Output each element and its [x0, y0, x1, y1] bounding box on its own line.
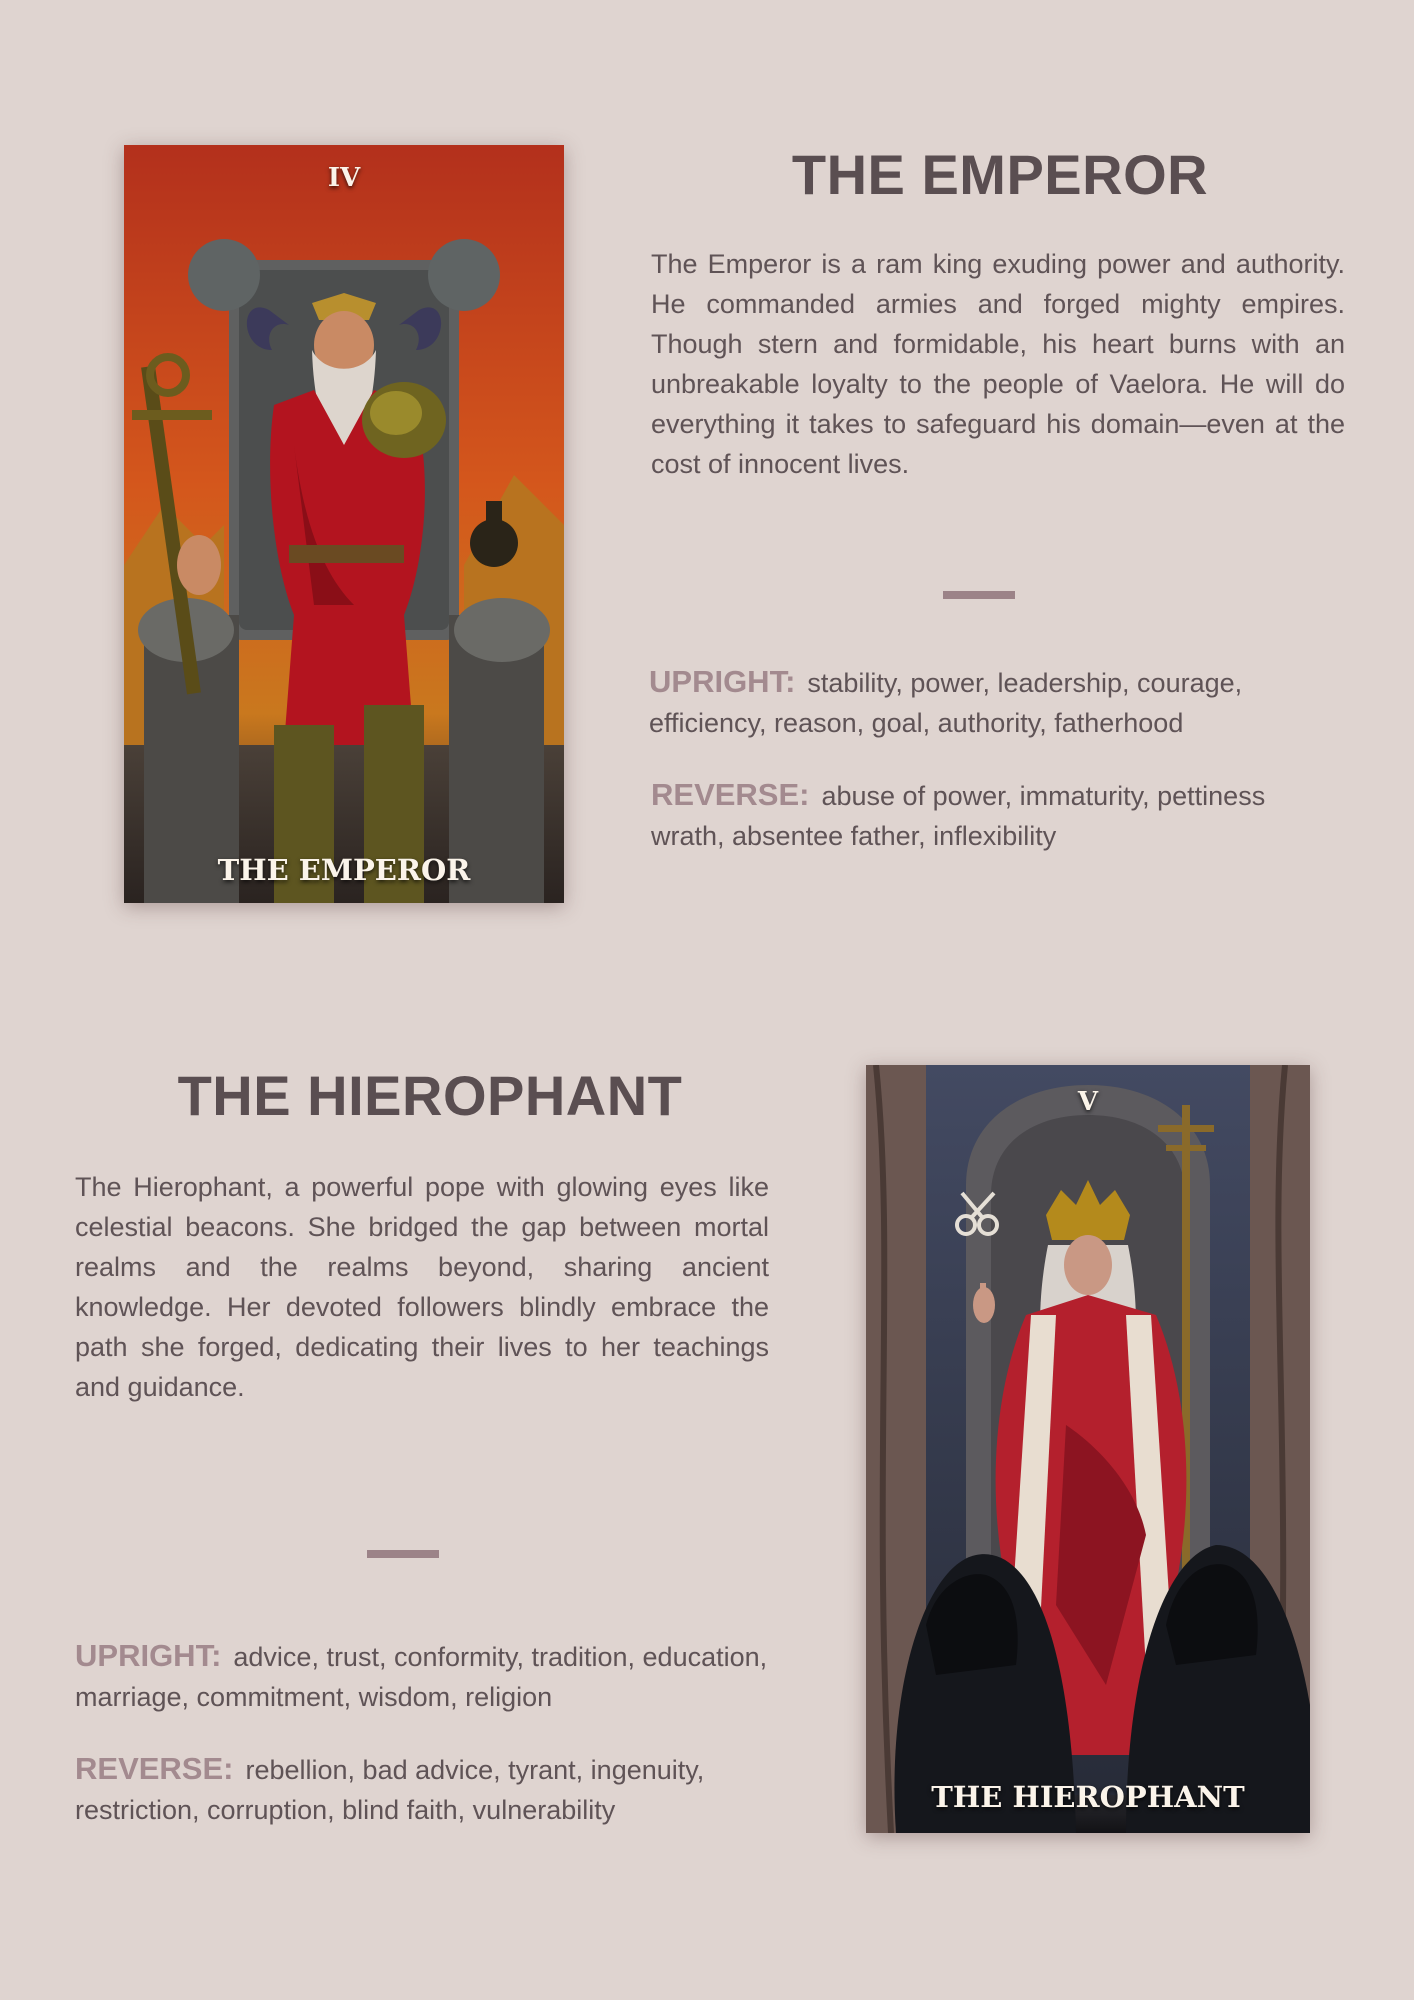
hierophant-illustration — [866, 1065, 1310, 1833]
emperor-card-numeral: IV — [327, 163, 361, 193]
emperor-reverse-label: REVERSE: — [651, 777, 810, 812]
hierophant-card-name: THE HIEROPHANT — [931, 1780, 1245, 1814]
hierophant-reverse-text: rebellion, bad advice, tyrant, ingenuity, restriction, corruption, blind faith, vulnerability — [75, 1755, 705, 1825]
hierophant-divider — [367, 1550, 439, 1558]
emperor-description: The Emperor is a ram king exuding power and authority. He commanded armies and forged mighty empires. Though stern and formidable, his heart burns with an unbreakable loyalty to the people of Vaelora. He will do everything it takes to safeguard his domain—even at the cost of innocent lives. — [651, 249, 1345, 479]
emperor-reverse — [651, 775, 1341, 856]
emperor-divider — [943, 591, 1015, 599]
hierophant-reverse-label: REVERSE: — [75, 1751, 234, 1786]
emperor-card — [124, 145, 564, 903]
hierophant-description: The Hierophant, a powerful pope with glowing eyes like celestial beacons. She bridged the gap between mortal realms and the realms beyond, sharing ancient knowledge. Her devoted followers blindly embrace the path she forged, dedicating their lives to her teachings and guidance. — [75, 1172, 769, 1402]
hierophant-card — [866, 1065, 1310, 1833]
hierophant-card-numeral: V — [1077, 1087, 1099, 1117]
hierophant-title: THE HIEROPHANT — [177, 1064, 683, 1127]
hierophant-reverse — [75, 1749, 775, 1830]
emperor-upright-text: stability, power, leadership, courage, efficiency, reason, goal, authority, fatherhood — [649, 668, 1243, 738]
emperor-illustration — [124, 145, 564, 903]
hierophant-upright-label: UPRIGHT: — [75, 1638, 222, 1673]
hierophant-upright-text: advice, trust, conformity, tradition, education, marriage, commitment, wisdom, religion — [75, 1642, 768, 1712]
emperor-upright — [649, 662, 1339, 743]
emperor-title: THE EMPEROR — [791, 143, 1209, 206]
hierophant-upright — [75, 1636, 775, 1717]
emperor-upright-label: UPRIGHT: — [649, 664, 796, 699]
emperor-reverse-text: abuse of power, immaturity, pettiness wrath, absentee father, inflexibility — [651, 781, 1266, 851]
emperor-card-name: THE EMPEROR — [217, 853, 471, 887]
